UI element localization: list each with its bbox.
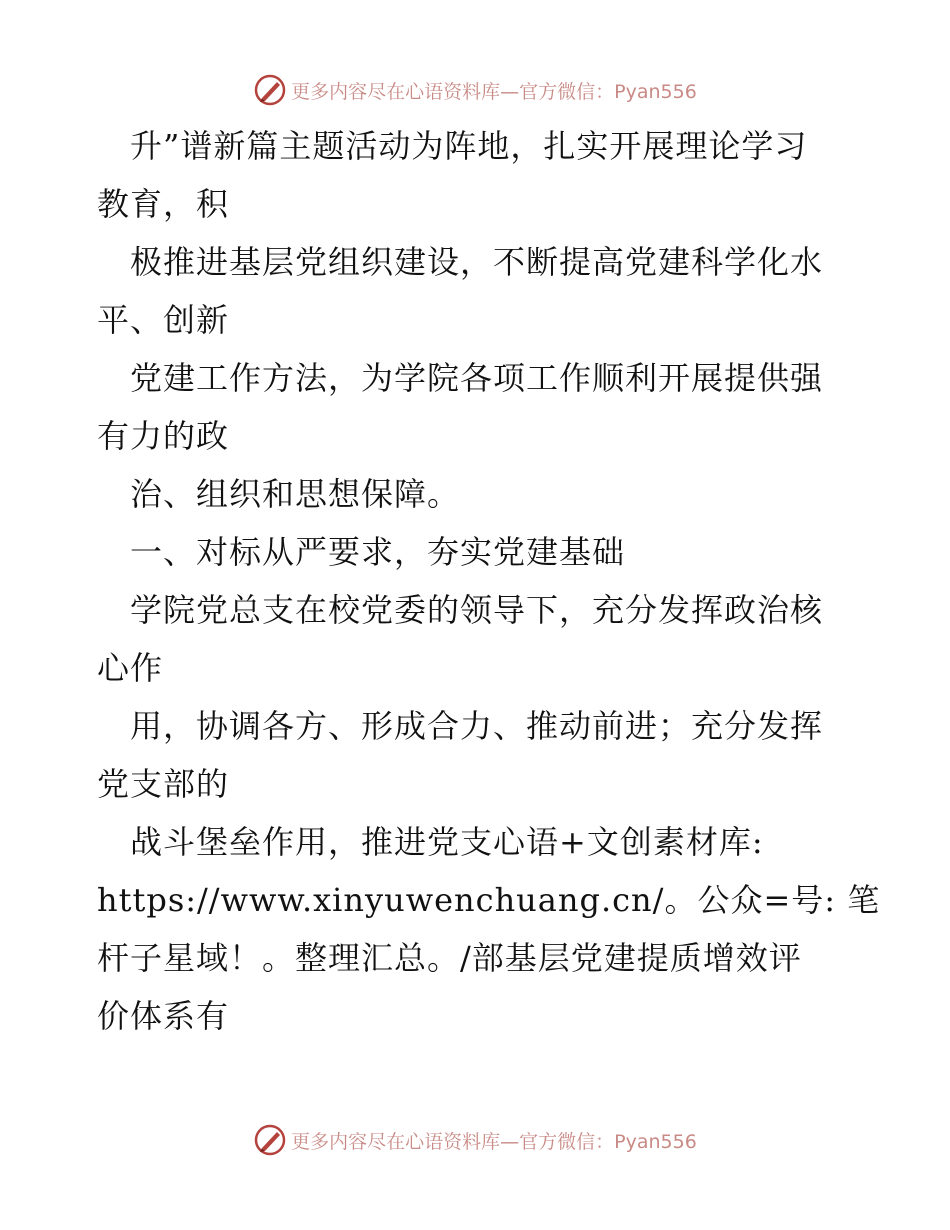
- text-line: 有力的政: [97, 417, 230, 455]
- footer-watermark: [0, 1120, 950, 1160]
- text-line: 用，协调各方、形成合力、推动前进；充分发挥: [97, 707, 824, 745]
- text-line: 战斗堡垒作用，推进党支心语+文创素材库:: [97, 823, 764, 861]
- header-watermark: [0, 70, 950, 110]
- pen-logo-icon: [253, 1123, 287, 1157]
- watermark-text: 更多内容尽在心语资料库—官方微信：Pyan556: [291, 1130, 697, 1153]
- document-body: [97, 117, 881, 1045]
- watermark-text: 更多内容尽在心语资料库—官方微信：Pyan556: [291, 80, 697, 103]
- section-heading: 一、对标从严要求，夯实党建基础: [97, 533, 626, 571]
- text-line: 极推进基层党组织建设，不断提高党建科学化水: [97, 243, 824, 281]
- text-line: 心作: [97, 649, 164, 687]
- text-line: 平、创新: [97, 301, 230, 339]
- text-line: 教育，积: [97, 185, 230, 223]
- text-line: 党建工作方法，为学院各项工作顺利开展提供强: [97, 359, 824, 397]
- text-line: 升”谱新篇主题活动为阵地，扎实开展理论学习: [97, 127, 808, 165]
- pen-logo-icon: [253, 73, 287, 107]
- text-line: https://www.xinyuwenchuang.cn/。公众=号: 笔: [97, 881, 881, 919]
- text-line: 党支部的: [97, 765, 230, 803]
- text-line: 学院党总支在校党委的领导下，充分发挥政治核: [97, 591, 824, 629]
- text-line: 杆子星域！。整理汇总。/部基层党建提质增效评: [97, 939, 802, 977]
- text-line: 价体系有: [97, 997, 230, 1035]
- text-line: 治、组织和思想保障。: [97, 475, 461, 513]
